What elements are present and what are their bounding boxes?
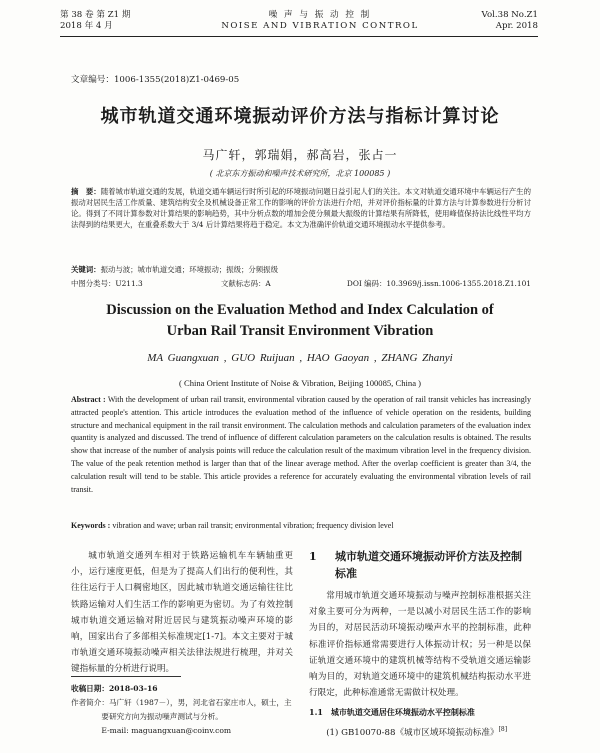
title-chinese: 城市轨道交通环境振动评价方法与指标计算讨论: [100, 106, 500, 127]
authors-chinese: 马广轩，郭瑞娟，郝高岩，张占一: [202, 148, 398, 162]
keywords-english: [71, 521, 531, 530]
section-1-number: 1: [309, 550, 317, 563]
journal-name-cn: 噪 声 与 振 动 控 制: [268, 10, 372, 20]
author-bio-line-2: 要研究方向为振动噪声测试与分析。: [101, 712, 223, 721]
footnotes: [71, 682, 295, 738]
doi: DOI 编码：10.3969/j.issn.1006-1355.2018.Z1.101: [346, 279, 531, 288]
reference-citation: [8]: [498, 726, 508, 734]
received-date: 收稿日期：2018-03-16: [71, 684, 158, 693]
standard-reference: [309, 723, 531, 740]
title-english: [0, 300, 600, 342]
abstract-chinese: [71, 186, 531, 230]
volume-issue-en: Vol.38 No.Z1: [481, 10, 538, 20]
section-1-heading: [309, 548, 531, 582]
affiliation-english: ( China Orient Institute of Noise & Vibration, Beijing 100085, China ): [178, 378, 422, 388]
keywords-cn-text: 振动与波；城市轨道交通；环境振动；振级；分频振级: [100, 265, 278, 274]
section-1-title: 城市轨道交通环境振动评价方法及控制标准: [335, 550, 522, 580]
affiliation-chinese: ( 北京东方振动和噪声技术研究所，北京 100085 ): [209, 169, 391, 178]
abstract-english: [71, 394, 531, 496]
title-en-line-1: Discussion on the Evaluation Method and Index Calculation of: [106, 302, 494, 318]
running-header: [60, 6, 538, 37]
body-right-column: [309, 548, 531, 740]
abstract-cn-text: 随着城市轨道交通的发展，轨道交通车辆运行时所引起的环境振动问题日益引起人们的关注。本文对轨道交通环境中车辆运行产生的振动对居民生活工作质量、建筑结构安全及机械设备正常工作的影响的评价方法进行介绍，并对评价指标量的计算方法与计算参数进行分析讨论。得到了不同计算参数对计算结果的影响趋势，其中分析点数的增加会使分频最大振级的计算结果有所降低，使用峰值保持法比线性平均方法得到的结果更大，在重叠系数大于 3/4 后计算结果将趋于稳定。本文为准确评价轨道交通环境振动水平提供参考。: [71, 187, 531, 229]
section-1-body: 常用城市轨道交通环境振动与噪声控制标准根据关注对象主要可分为两种，一是以减小对居民生活工作的影响为目的，对居民活动环境振动噪声水平的控制标准，此种标准评价指标通常需要进行人体振动计权；另一种是以保证轨道交通环境中的建筑机械等结构不受轨道交通运输影响为目的，对轨道交通环境中的建筑机械结构振动水平进行限定，此种标准通常无需做计权处理。: [309, 591, 531, 699]
article-number: 文章编号：1006-1355(2018)Z1-0469-05: [71, 75, 240, 85]
title-en-line-2: Urban Rail Transit Environment Vibration: [166, 323, 434, 339]
standard-reference-text: (1) GB10070-88《城市区域环境振动标准》: [326, 728, 499, 739]
header-right: [482, 10, 538, 32]
footnote-divider: [71, 676, 181, 677]
keywords-en-text: vibration and wave; urban rail transit; environmental vibration; frequency division level: [112, 521, 394, 530]
abstract-cn-label: 摘 要：: [71, 187, 101, 196]
author-bio-line-1: 作者简介：马广轩（1987－），男，河北省石家庄市人，硕士，主: [71, 698, 292, 707]
header-center: [220, 10, 420, 32]
clc-number: 中图分类号：U211.3: [71, 279, 143, 288]
issue-date: 2018 年 4 月: [60, 21, 113, 31]
intro-paragraph: 城市轨道交通列车相对于铁路运输机车车辆轴重更小，运行速度更低，但是为了提高人们出行的便利性，其往往运行于人口稠密地区，因此城市轨道交通运输往往比铁路运输对人们生活工作的影响更为密切。为了有效控制城市轨道交通运输对附近居民与建筑振动噪声环境的影响，国家出台了多部相关标准规定[1-7]。本文主要对于城市轨道交通环境振动噪声相关法律法规进行梳理，并对关键指标量的分析进行说明。: [71, 551, 293, 675]
abstract-en-text: With the development of urban rail transit, environmental vibration caused by the operation of rail transit vehicles has increasingly attracted people's attention. This article introduces the evaluation method of the influence of vehicle operation on the residents, building structure and mechanical equipment in the rail transit environment. The calculation methods and calculation parameters of the evaluation index quantity is analyzed and discussed. The trend of influence of different calculation parameters on the calculation results is obtained. The results show that increase of the number of analysis points will reduce the calculation result of the maximum vibration level in the frequency division. The value of the peak retention method is larger than that of the linear average method. After the overlap coefficient is greater than 3/4, the calculation result will tend to be stable. This article provides a reference for accurately evaluating the environmental vibration levels of rail transit.: [71, 395, 532, 494]
volume-issue: 第 38 卷 第 Z1 期: [60, 10, 131, 20]
keywords-chinese: [71, 264, 531, 275]
journal-name-en: NOISE AND VIBRATION CONTROL: [221, 21, 419, 31]
body-left-column: [71, 548, 293, 678]
header-left: [60, 10, 130, 32]
keywords-cn-label: 关键词：: [71, 265, 101, 274]
abstract-en-label: Abstract :: [71, 395, 106, 404]
subsection-1-1-heading: 1.1 城市轨道交通居住环境振动水平控制标准: [309, 707, 475, 718]
authors-english: MA Guangxuan , GUO Ruijuan , HAO Gaoyan , ZHANG Zhanyi: [147, 352, 453, 364]
keywords-en-label: Keywords :: [71, 521, 111, 530]
author-email: E-mail: maguangxuan@coinv.com: [101, 726, 232, 735]
issue-date-en: Apr. 2018: [495, 21, 538, 31]
document-code: 文献标志码：A: [221, 279, 271, 288]
